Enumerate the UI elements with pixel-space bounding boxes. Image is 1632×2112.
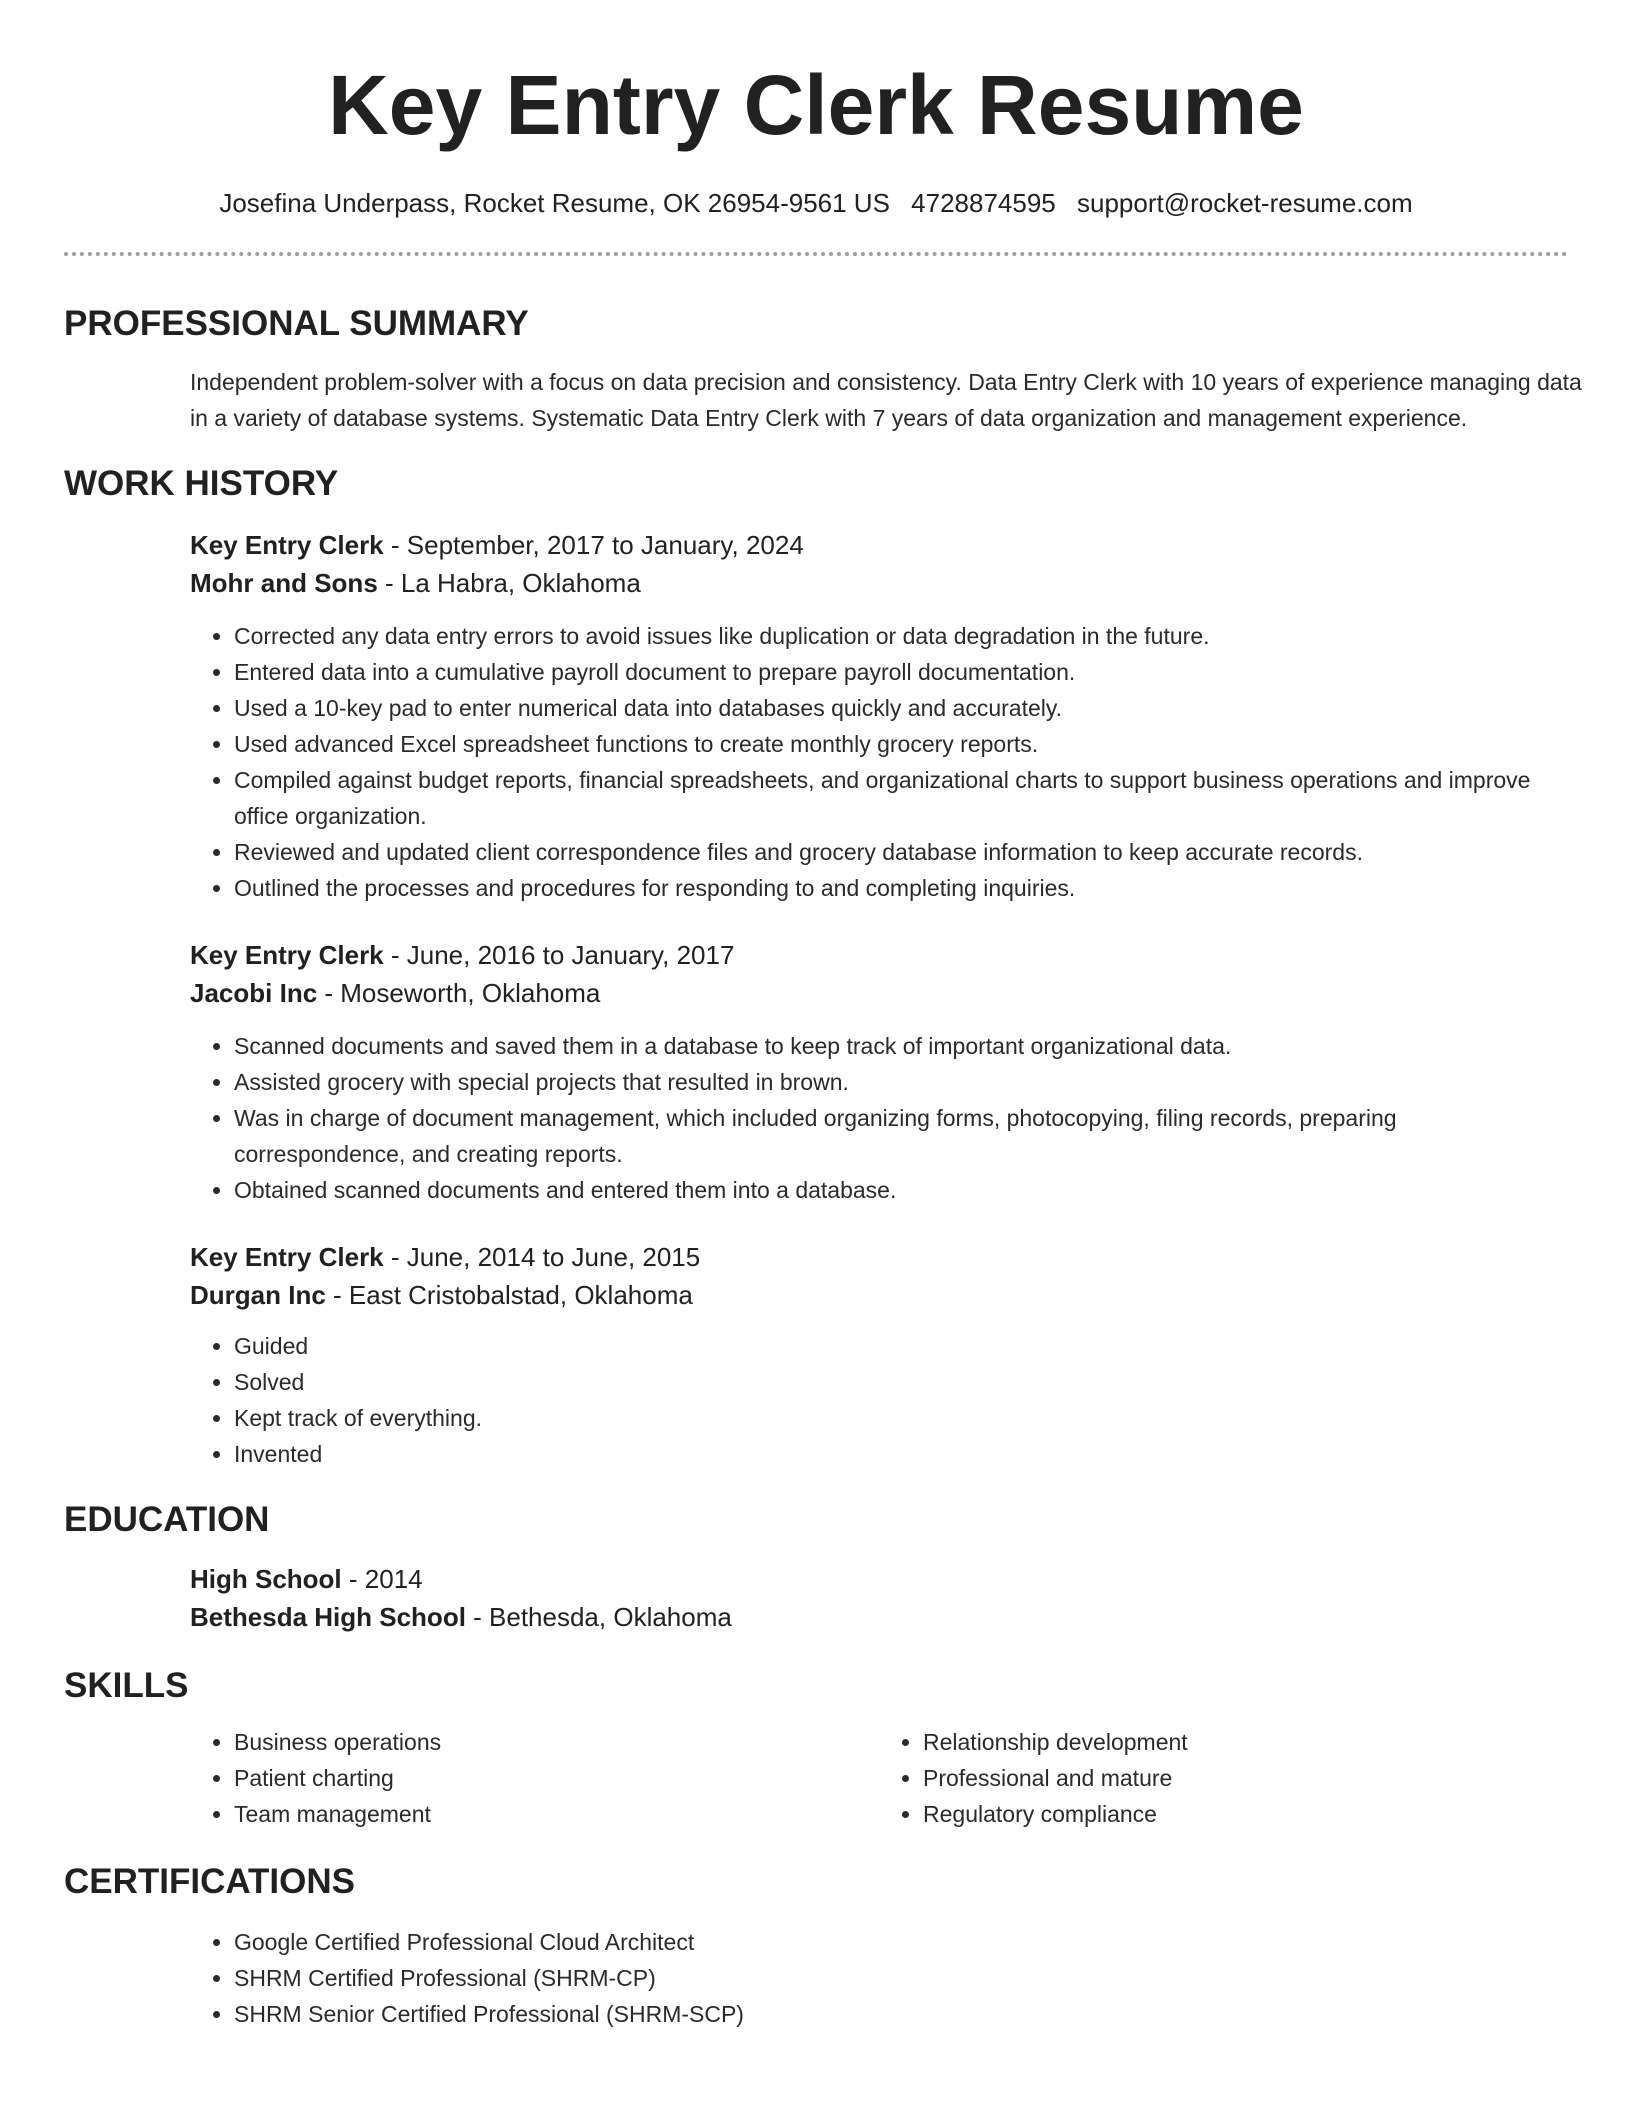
job-company: Mohr and Sons [190,568,378,598]
list-item: • Outlined the processes and procedures for responding to and completing inquiries. [234,870,1568,906]
list-item: • Entered data into a cumulative payroll document to prepare payroll documentation. [234,654,1568,690]
job-title-line [190,526,1568,564]
degree-year: - 2014 [341,1564,423,1594]
list-item: • Kept track of everything. [234,1400,1568,1436]
certifications-heading: CERTIFICATIONS [64,1862,356,1901]
page-title: Key Entry Clerk Resume [328,58,1304,152]
skills-section [64,1666,1568,1832]
job-role: Key Entry Clerk [190,940,384,970]
contact-email: support@rocket-resume.com [1077,188,1413,218]
job-dates: - June, 2014 to June, 2015 [383,1242,701,1272]
list-item: • Reviewed and updated client correspondence files and grocery database information to keep accurate records. [234,834,1568,870]
skill-item: • Team management [234,1796,879,1832]
job-company-line [190,564,1568,602]
degree: High School [190,1564,342,1594]
job-company-line [190,974,1568,1012]
job-location: - East Cristobalstad, Oklahoma [325,1280,693,1310]
summary-section [64,304,1582,436]
list-item: • Guided [234,1328,1568,1364]
job-company-line [190,1276,1568,1314]
contact-phone: 4728874595 [911,188,1056,218]
job-company: Durgan Inc [190,1280,326,1310]
list-item: • Used a 10-key pad to enter numerical data into databases quickly and accurately. [234,690,1568,726]
school-name: Bethesda High School [190,1602,466,1632]
list-item: • Assisted grocery with special projects that resulted in brown. [234,1064,1568,1100]
list-item: • Compiled against budget reports, financial spreadsheets, and organizational charts to support business operations and improve office organization. [234,762,1568,834]
skill-item: • Professional and mature [923,1760,1568,1796]
skills-list-right [879,1724,1568,1832]
list-item: • Obtained scanned documents and entered them into a database. [234,1172,1568,1208]
job-title-line [190,936,1568,974]
contact-address: Josefina Underpass, Rocket Resume, OK 26954-9561 US [219,188,890,218]
school-line [190,1598,1568,1636]
work-section [64,464,1568,1472]
job-title-line [190,1238,1568,1276]
job-duties-list [190,1328,1568,1472]
job-entry [64,526,1568,906]
job-role: Key Entry Clerk [190,530,384,560]
skills-list-left [190,1724,879,1832]
certification-item: • Google Certified Professional Cloud Architect [234,1924,1568,1960]
skill-item: • Relationship development [923,1724,1568,1760]
degree-line [190,1560,1568,1598]
list-item: • Scanned documents and saved them in a database to keep track of important organizational data. [234,1028,1568,1064]
skills-heading: SKILLS [64,1666,189,1705]
education-section [64,1500,1568,1636]
skill-item: • Patient charting [234,1760,879,1796]
work-heading: WORK HISTORY [64,464,339,503]
job-location: - Moseworth, Oklahoma [317,978,601,1008]
job-duties-list [190,1028,1568,1208]
skill-item: • Business operations [234,1724,879,1760]
job-company: Jacobi Inc [190,978,318,1008]
list-item: • Corrected any data entry errors to avoid issues like duplication or data degradation in the future. [234,618,1568,654]
job-duties-list [190,618,1568,906]
job-role: Key Entry Clerk [190,1242,384,1272]
list-item: • Was in charge of document management, which included organizing forms, photocopying, filing records, preparing correspondence, and creating reports. [234,1100,1568,1172]
job-dates: - June, 2016 to January, 2017 [383,940,735,970]
certifications-section [64,1862,1568,2032]
contact-line [64,188,1568,218]
list-item: • Solved [234,1364,1568,1400]
school-location: - Bethesda, Oklahoma [465,1602,732,1632]
job-entry [64,1238,1568,1472]
summary-heading: PROFESSIONAL SUMMARY [64,304,529,343]
skill-item: • Regulatory compliance [923,1796,1568,1832]
job-location: - La Habra, Oklahoma [377,568,641,598]
job-entry [64,936,1568,1208]
job-dates: - September, 2017 to January, 2024 [383,530,804,560]
certification-item: • SHRM Certified Professional (SHRM-CP) [234,1960,1568,1996]
education-heading: EDUCATION [64,1500,270,1539]
certifications-list [190,1924,1568,2032]
list-item: • Used advanced Excel spreadsheet functions to create monthly grocery reports. [234,726,1568,762]
summary-text: Independent problem-solver with a focus on data precision and consistency. Data Entry Clerk with 10 years of experience managing data in a variety of database systems. Systematic Data Entry Clerk with 7 years of data organization and management experience. [190,369,1582,431]
header-divider [64,252,1568,256]
certification-item: • SHRM Senior Certified Professional (SHRM-SCP) [234,1996,1568,2032]
list-item: • Invented [234,1436,1568,1472]
